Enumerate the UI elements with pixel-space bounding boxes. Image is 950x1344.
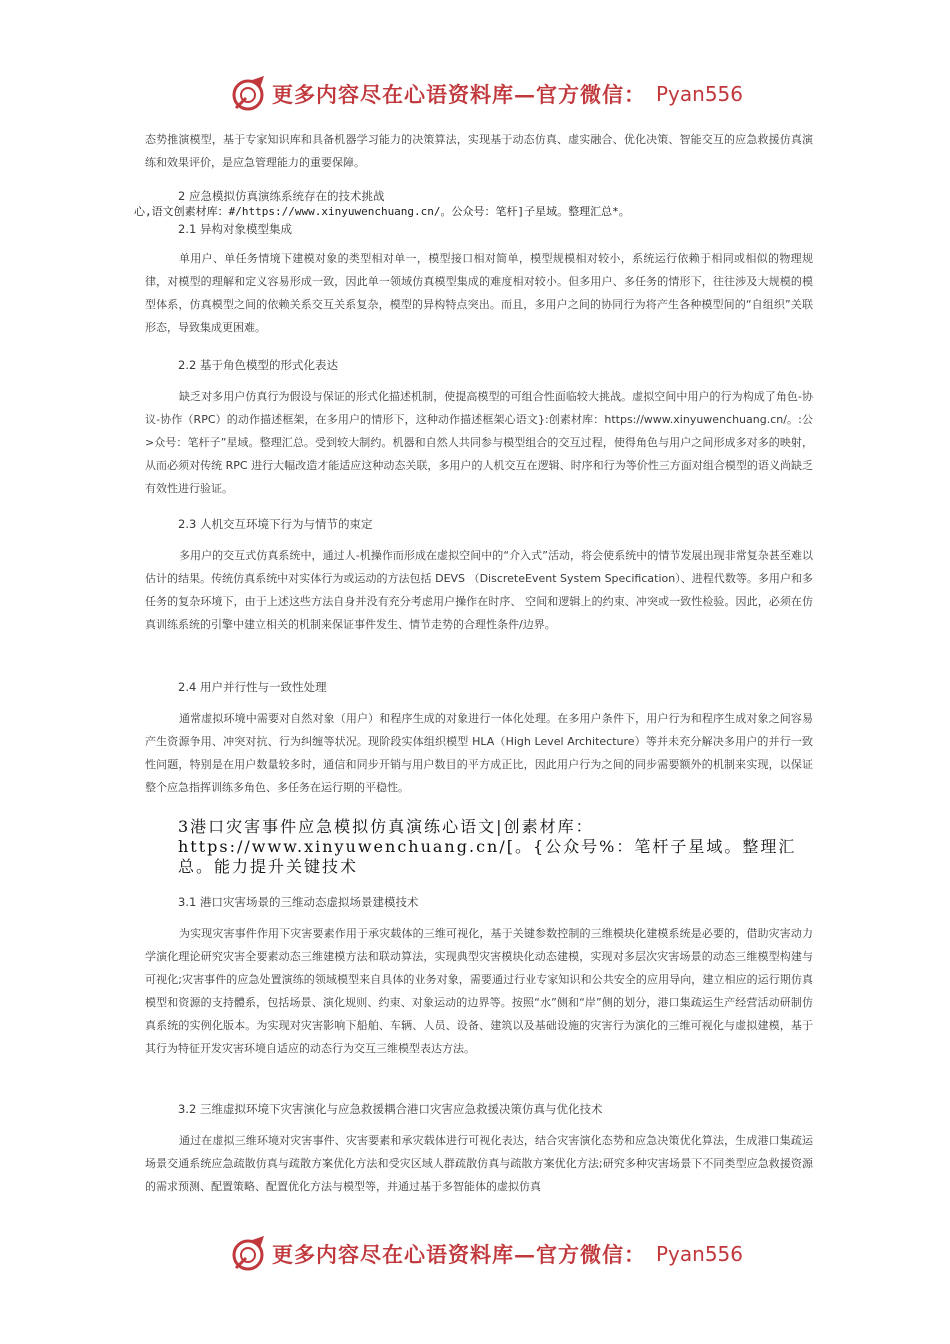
paragraph-3-2: 通过在虚拟三维环境对灾害事件、灾害要素和承灾载体进行可视化表达，结合灾害演化态势和应急决策优化算法，生成港口集疏运场景交通系统应急疏散仿真与疏散方案优化方法和受灾区域人群疏散仿真与疏散方案优化方法;研究多种灾害场景下不同类型应急救援资源的需求预测、配置策略、配置优化方法与模型等，并通过基于多智能体的虚拟仿真 <box>145 1134 813 1193</box>
section-heading-2: 2 应急模拟仿真演练系统存在的技术挑战 <box>178 189 385 203</box>
footer-banner <box>230 1234 750 1274</box>
banner-wechat-id: Pyan556 <box>656 82 744 106</box>
paragraph-intro: 态势推演模型，基于专家知识库和具备机器学习能力的决策算法，实现基于动态仿真、虚实融合、优化决策、智能交互的应急救援仿真演练和效果评价，是应急管理能力的重要保障。 <box>145 133 813 169</box>
section-heading-3: 3港口灾害事件应急模拟仿真演练心语文|创素材库：https://www.xinyuwenchuang.cn/[。{公众号%：笔杆子星域。整理汇总。能力提升关键技术 <box>178 817 797 876</box>
subheading-2-4: 2.4 用户并行性与一致性处理 <box>178 680 327 694</box>
subheading-2-3: 2.3 人机交互环境下行为与情节的束定 <box>178 517 373 531</box>
logo-icon <box>230 74 270 114</box>
banner-text: 更多内容尽在心语资料库—官方微信： <box>272 1242 646 1267</box>
subheading-2-2: 2.2 基于角色模型的形式化表达 <box>178 358 338 372</box>
paragraph-2-1: 单用户、单任务情境下建模对象的类型相对单一，模型接口相对简单，模型规模相对较小，系统运行依赖于相同或相似的物理规律，对模型的理解和定义容易形成一致，因此单一领域仿真模型集成的难度相对较小。但多用户、多任务的情形下，往往涉及大规模的模型体系，仿真模型之间的依赖关系交互关系复杂，模型的异构特点突出。而且，多用户之间的协同行为将产生各种模型间的“自组织”关联形态，导致集成更困难。 <box>145 252 813 334</box>
subheading-2-1: 2.1 异构对象模型集成 <box>178 222 292 236</box>
logo-icon <box>230 1234 270 1274</box>
banner-text: 更多内容尽在心语资料库—官方微信： <box>272 82 646 107</box>
banner-wechat-id: Pyan556 <box>656 1242 744 1266</box>
header-banner <box>230 74 750 114</box>
subheading-3-2: 3.2 三维虚拟环境下灾害演化与应急救援耦合港口灾害应急救援决策仿真与优化技术 <box>178 1102 603 1116</box>
paragraph-2-2: 缺乏对多用户仿真行为假设与保证的形式化描述机制，使提高模型的可组合性面临较大挑战。虚拟空间中用户的行为构成了角色-协议-协作（RPC）的动作描述框架，在多用户的情形下，这种动作描述框架心语文}:创素材库：https://www.xinyuwenchuang.cn/。:公>众号：笔杆子”星域。整理汇总。受到较大制约。机器和自然人共同参与模型组合的交互过程，使得角色与用户之间形成多对多的映射，从而必须对传统 RPC 进行大幅改造才能适应这种动态关联，多用户的人机交互在逻辑、时序和行为等价性三方面对组合模型的语义尚缺乏有效性进行验证。 <box>145 390 813 495</box>
paragraph-2-3: 多用户的交互式仿真系统中，通过人-机操作而形成在虚拟空间中的“介入式”活动，将会使系统中的情节发展出现非常复杂甚至难以估计的结果。传统仿真系统中对实体行为或运动的方法包括 DEVS （DiscreteEvent System Specification）、进程代数等。多用户和多任务的复杂环境下，由于上述这些方法自身并没有充分考虑用户操作在时序、 空间和逻辑上的约束、冲突或一致性检验。因此，必须在仿真训练系统的引擎中建立相关的机制来保证事件发生、情节走势的合理性条件/边界。 <box>145 549 813 631</box>
subheading-3-1: 3.1 港口灾害场景的三维动态虚拟场景建模技术 <box>178 895 419 909</box>
watermark-line-1: 心,语文创素材库：#/https://www.xinyuwenchuang.cn/。公众号：笔杆]子星域。整理汇总*。 <box>134 205 630 218</box>
paragraph-3-1: 为实现灾害事件作用下灾害要素作用于承灾载体的三维可视化，基于关键参数控制的三维模块化建模系统是必要的，借助灾害动力学演化理论研究灾害全要素动态三维建模方法和联动算法，实现典型灾害模块化动态建模，实现对多层次灾害场景的动态三维模型构建与可视化;灾害事件的应急处置演练的领域模型来自具体的业务对象，需要通过行业专家知识和公共安全的应用导向，建立相应的运行期仿真模型和资源的支持體系，包括场景、演化规则、约束、对象运动的边界等。按照“水”侧和“岸”侧的划分，港口集疏运生产经营活动研制仿真系统的实例化版本。为实现对灾害影响下船舶、车辆、人员、设备、建筑以及基础设施的灾害行为演化的三维可视化与虚拟建模，基于其行为特征开发灾害环境自适应的动态行为交互三维模型表达方法。 <box>145 927 813 1055</box>
paragraph-2-4: 通常虚拟环境中需要对自然对象（用户）和程序生成的对象进行一体化处理。在多用户条件下，用户行为和程序生成对象之间容易产生资源争用、冲突对抗、行为纠缠等状况。现阶段实体组织模型 HLA（High Level Architecture）等并未充分解决多用户的并行一致性问题，特别是在用户数量较多时，通信和同步开销与用户数目的平方成正比，因此用户行为之间的同步需要额外的机制来实现，以保证整个应急指挥训练多角色、多任务在运行期的平稳性。 <box>145 712 813 794</box>
